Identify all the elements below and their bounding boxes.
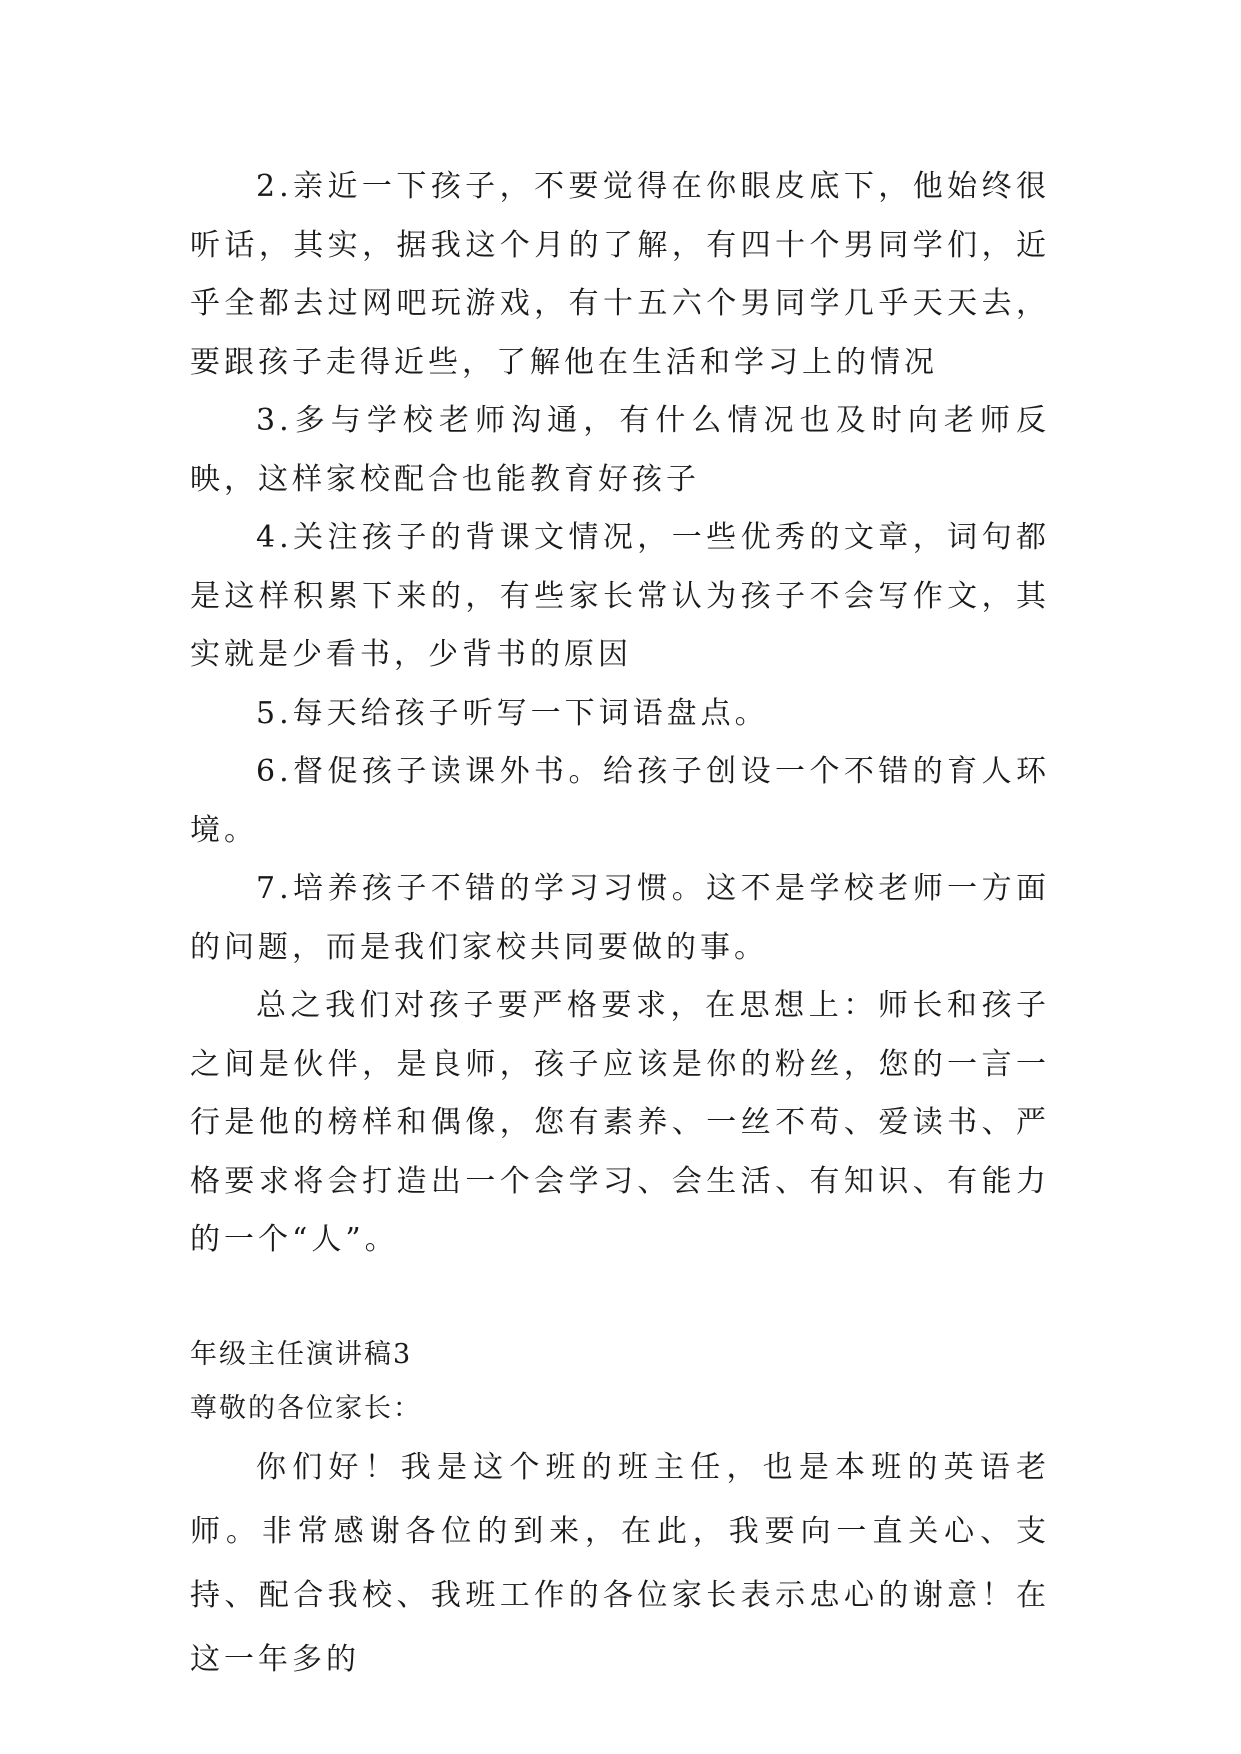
section-spacer xyxy=(190,1270,1050,1328)
paragraph-item-5: 5.每天给孩子听写一下词语盘点。 xyxy=(256,695,769,731)
salutation: 尊敬的各位家长： xyxy=(190,1392,422,1424)
paragraph-item-4: 4.关注孩子的背课文情况，一些优秀的文章，词句都是这样积累下来的，有些家长常认为孩子不会写作文，其实就是少看书，少背书的原因 xyxy=(190,520,1050,672)
opening-paragraph: 你们好！我是这个班的班主任，也是本班的英语老师。非常感谢各位的到来，在此，我要向一直关心、支持、配合我校、我班工作的各位家长表示忠心的谢意！在这一年多的 xyxy=(190,1449,1050,1677)
paragraph-item-7: 7.培养孩子不错的学习习惯。这不是学校老师一方面的问题，而是我们家校共同要做的事。 xyxy=(190,871,1050,965)
document-body xyxy=(190,158,1050,1692)
paragraph-item-6: 6.督促孩子读课外书。给孩子创设一个不错的育人环境。 xyxy=(190,754,1050,848)
paragraph-summary: 总之我们对孩子要严格要求，在思想上：师长和孩子之间是伙伴，是良师，孩子应该是你的粉丝，您的一言一行是他的榜样和偶像，您有素养、一丝不苟、爱读书、严格要求将会打造出一个会学习、会生活、有知识、有能力的一个“人”。 xyxy=(190,988,1050,1257)
paragraph-item-3: 3.多与学校老师沟通，有什么情况也及时向老师反映，这样家校配合也能教育好孩子 xyxy=(190,403,1050,497)
paragraph-item-2: 2.亲近一下孩子，不要觉得在你眼皮底下，他始终很听话，其实，据我这个月的了解，有四十个男同学们，近乎全都去过网吧玩游戏，有十五六个男同学几乎天天去，要跟孩子走得近些，了解他在生活和学习上的情况 xyxy=(190,169,1050,380)
section-title: 年级主任演讲稿3 xyxy=(190,1338,413,1370)
